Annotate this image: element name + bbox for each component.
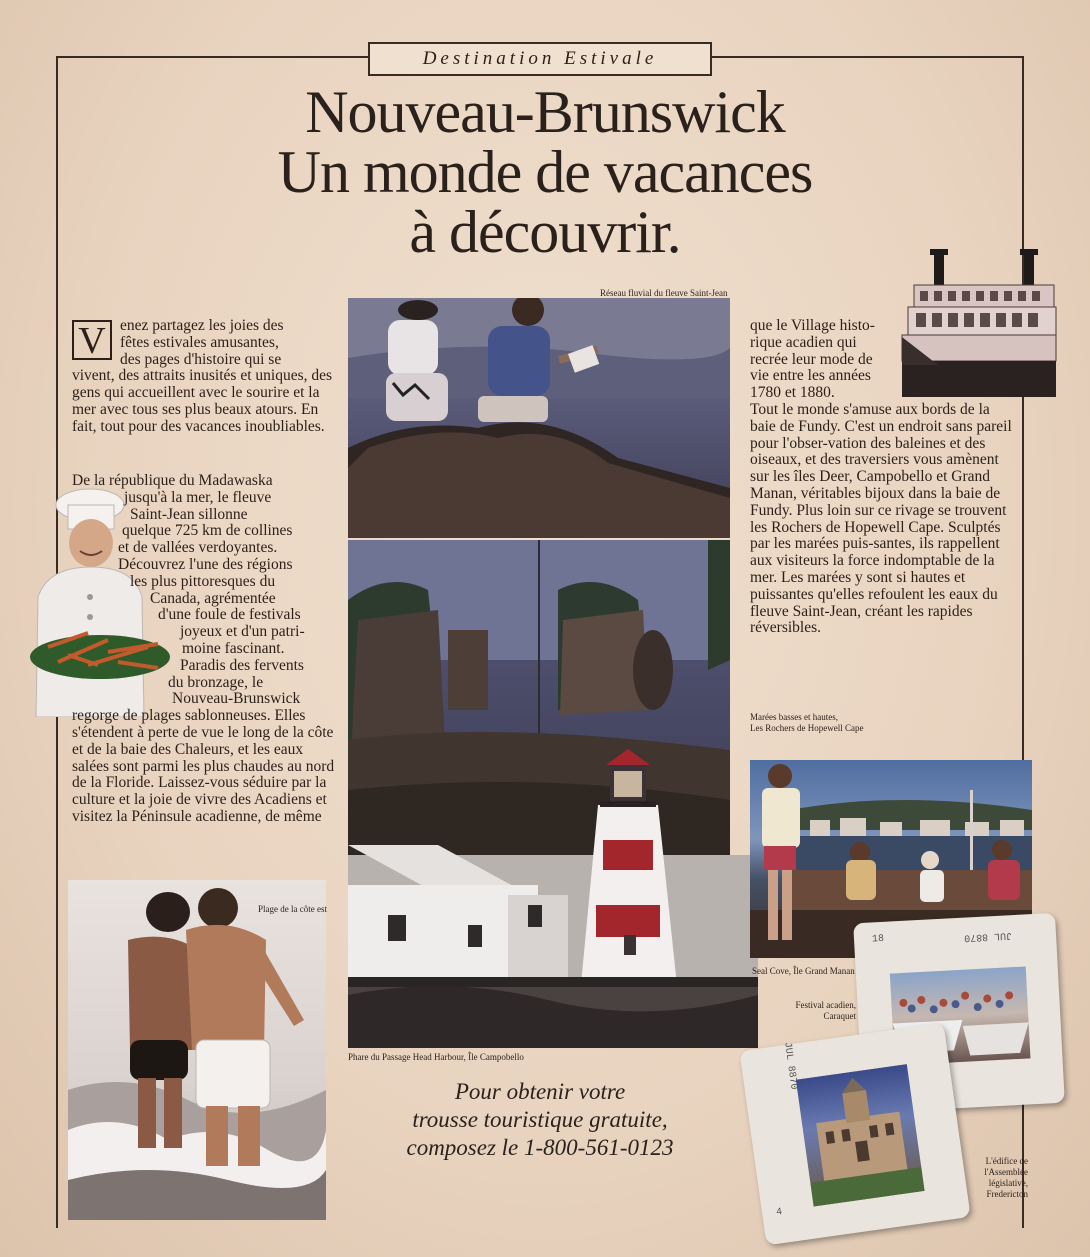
caption-legislature-line-2: l'Assemblée [984,1167,1028,1177]
slide-date: JUL 8870 [781,1041,799,1091]
wrap-line-14: Nouveau-Brunswick [172,690,301,708]
wrap-line-13: du bronzage, le [168,673,264,691]
caption-seal-cove: Seal Cove, Île Grand Manan [752,966,855,976]
col2-line-2: rique acadien qui [750,333,857,351]
caption-hopewell-line-2: Les Rochers de Hopewell Cape [750,723,864,733]
wrap-line-4: quelque 725 km de collines [122,522,293,540]
legislature-photo [796,1064,925,1206]
wrap-line-10: joyeux et d'un patri- [180,623,305,641]
wrap-line-12: Paradis des fervents [180,656,304,674]
caption-festival-line-1: Festival acadien, [795,1000,856,1010]
wrap-line-2: jusqu'à la mer, le fleuve [124,488,272,506]
col2-line-3: recrée leur mode de [750,350,873,368]
slide-legislature [739,1023,970,1246]
caption-legislature-line-1: L'édifice de [985,1156,1028,1166]
wrap-line-3: Saint-Jean sillonne [130,505,248,523]
wrap-line-5: et de vallées verdoyantes. [118,539,278,557]
slide-number: 4 [775,1206,783,1219]
col2-line-5: 1780 et 1880. [750,384,835,402]
column-1-rest: regorge de plages sablonneuses. Elles s'étendent à perte de vue le long de la côte et de la baie des Chaleurs, et les eaux salées sont parmi les plus chaudes au nord de la Floride. Laissez-vous séduire par la culture et la joie de vivre des Acadiens et visitez la Péninsule acadienne, de même [72,707,335,825]
caption-beach: Plage de la côte est [258,904,327,914]
call-to-action [350,1078,730,1162]
dropcap: V [72,320,112,360]
cta-line-2: trousse touristique gratuite, [412,1107,668,1132]
caption-legislature-line-4: Fredericton [986,1189,1028,1199]
caption-hopewell-line-1: Marées basses et hautes, [750,712,838,722]
caption-lighthouse: Phare du Passage Head Harbour, Île Campobello [348,1052,524,1062]
caption-river: Réseau fluvial du fleuve Saint-Jean [600,288,728,298]
caption-legislature-line-3: législative, [988,1178,1028,1188]
wrap-line-7: les plus pittoresques du [130,572,276,590]
col2-line-1: que le Village histo- [750,317,875,334]
intro-line-1: enez partagez les joies des [120,317,284,334]
wrap-line-9: d'une foule de festivals [158,606,301,624]
wrap-line-1: De la république du Madawaska [72,472,273,489]
intro-rest: vivent, des attraits inusités et uniques, des gens qui accueillent avec le sourire et la mer avec tous ses plus beaux atours. En fait, tout pour des vacances inoubliables. [72,367,333,435]
wrap-line-6: Découvrez l'une des régions [118,555,293,573]
kicker-text: Destination Estivale [422,48,658,69]
headline [150,79,940,265]
caption-hopewell [750,712,863,734]
column-1-wrap [72,473,342,826]
headline-line-3: à découvrir. [409,199,681,265]
lighthouse-photo [348,745,758,1048]
beach-photo [68,880,326,1220]
caption-festival [790,1000,856,1022]
headline-line-1: Nouveau-Brunswick [305,79,785,145]
col2-line-4: vie entre les années [750,367,871,385]
caption-festival-line-2: Caraquet [823,1011,856,1021]
wrap-line-11: moine fascinant. [182,639,285,657]
slide-date: JUL 8870 [963,929,1013,943]
cta-line-3: composez le 1-800-561-0123 [406,1135,674,1160]
wrap-line-8: Canada, agrémentée [150,589,276,607]
slide-number: 18 [871,933,885,946]
river-photo [348,298,730,538]
intro-line-2: fêtes estivales amusantes, [120,333,279,351]
intro-line-3: des pages d'histoire qui se [120,350,282,368]
cta-line-1: Pour obtenir votre [454,1079,626,1104]
article-intro [72,318,336,436]
caption-legislature [958,1156,1028,1200]
column-2 [750,318,1012,637]
section-kicker [368,42,712,76]
col2-rest: Tout le monde s'amuse aux bords de la baie de Fundy. C'est un endroit sans pareil pour l'obser-vation des baleines et des oiseaux, et des traversiers vous amènent sur les îles Deer, Campobello et Grand Manan, véritables bijoux dans la baie de Fundy. Plus loin sur ce rivage se trouvent les Rochers de Hopewell Cape. Sculptés par les marées puis-santes, ils rappellent aux visiteurs la force indomptable de la mer. Les marées y sont si hautes et puissantes qu'elles refoulent les eaux du fleuve Saint-Jean, créant les rapides réversibles. [750,400,1012,637]
headline-line-2: Un monde de vacances [277,139,813,205]
